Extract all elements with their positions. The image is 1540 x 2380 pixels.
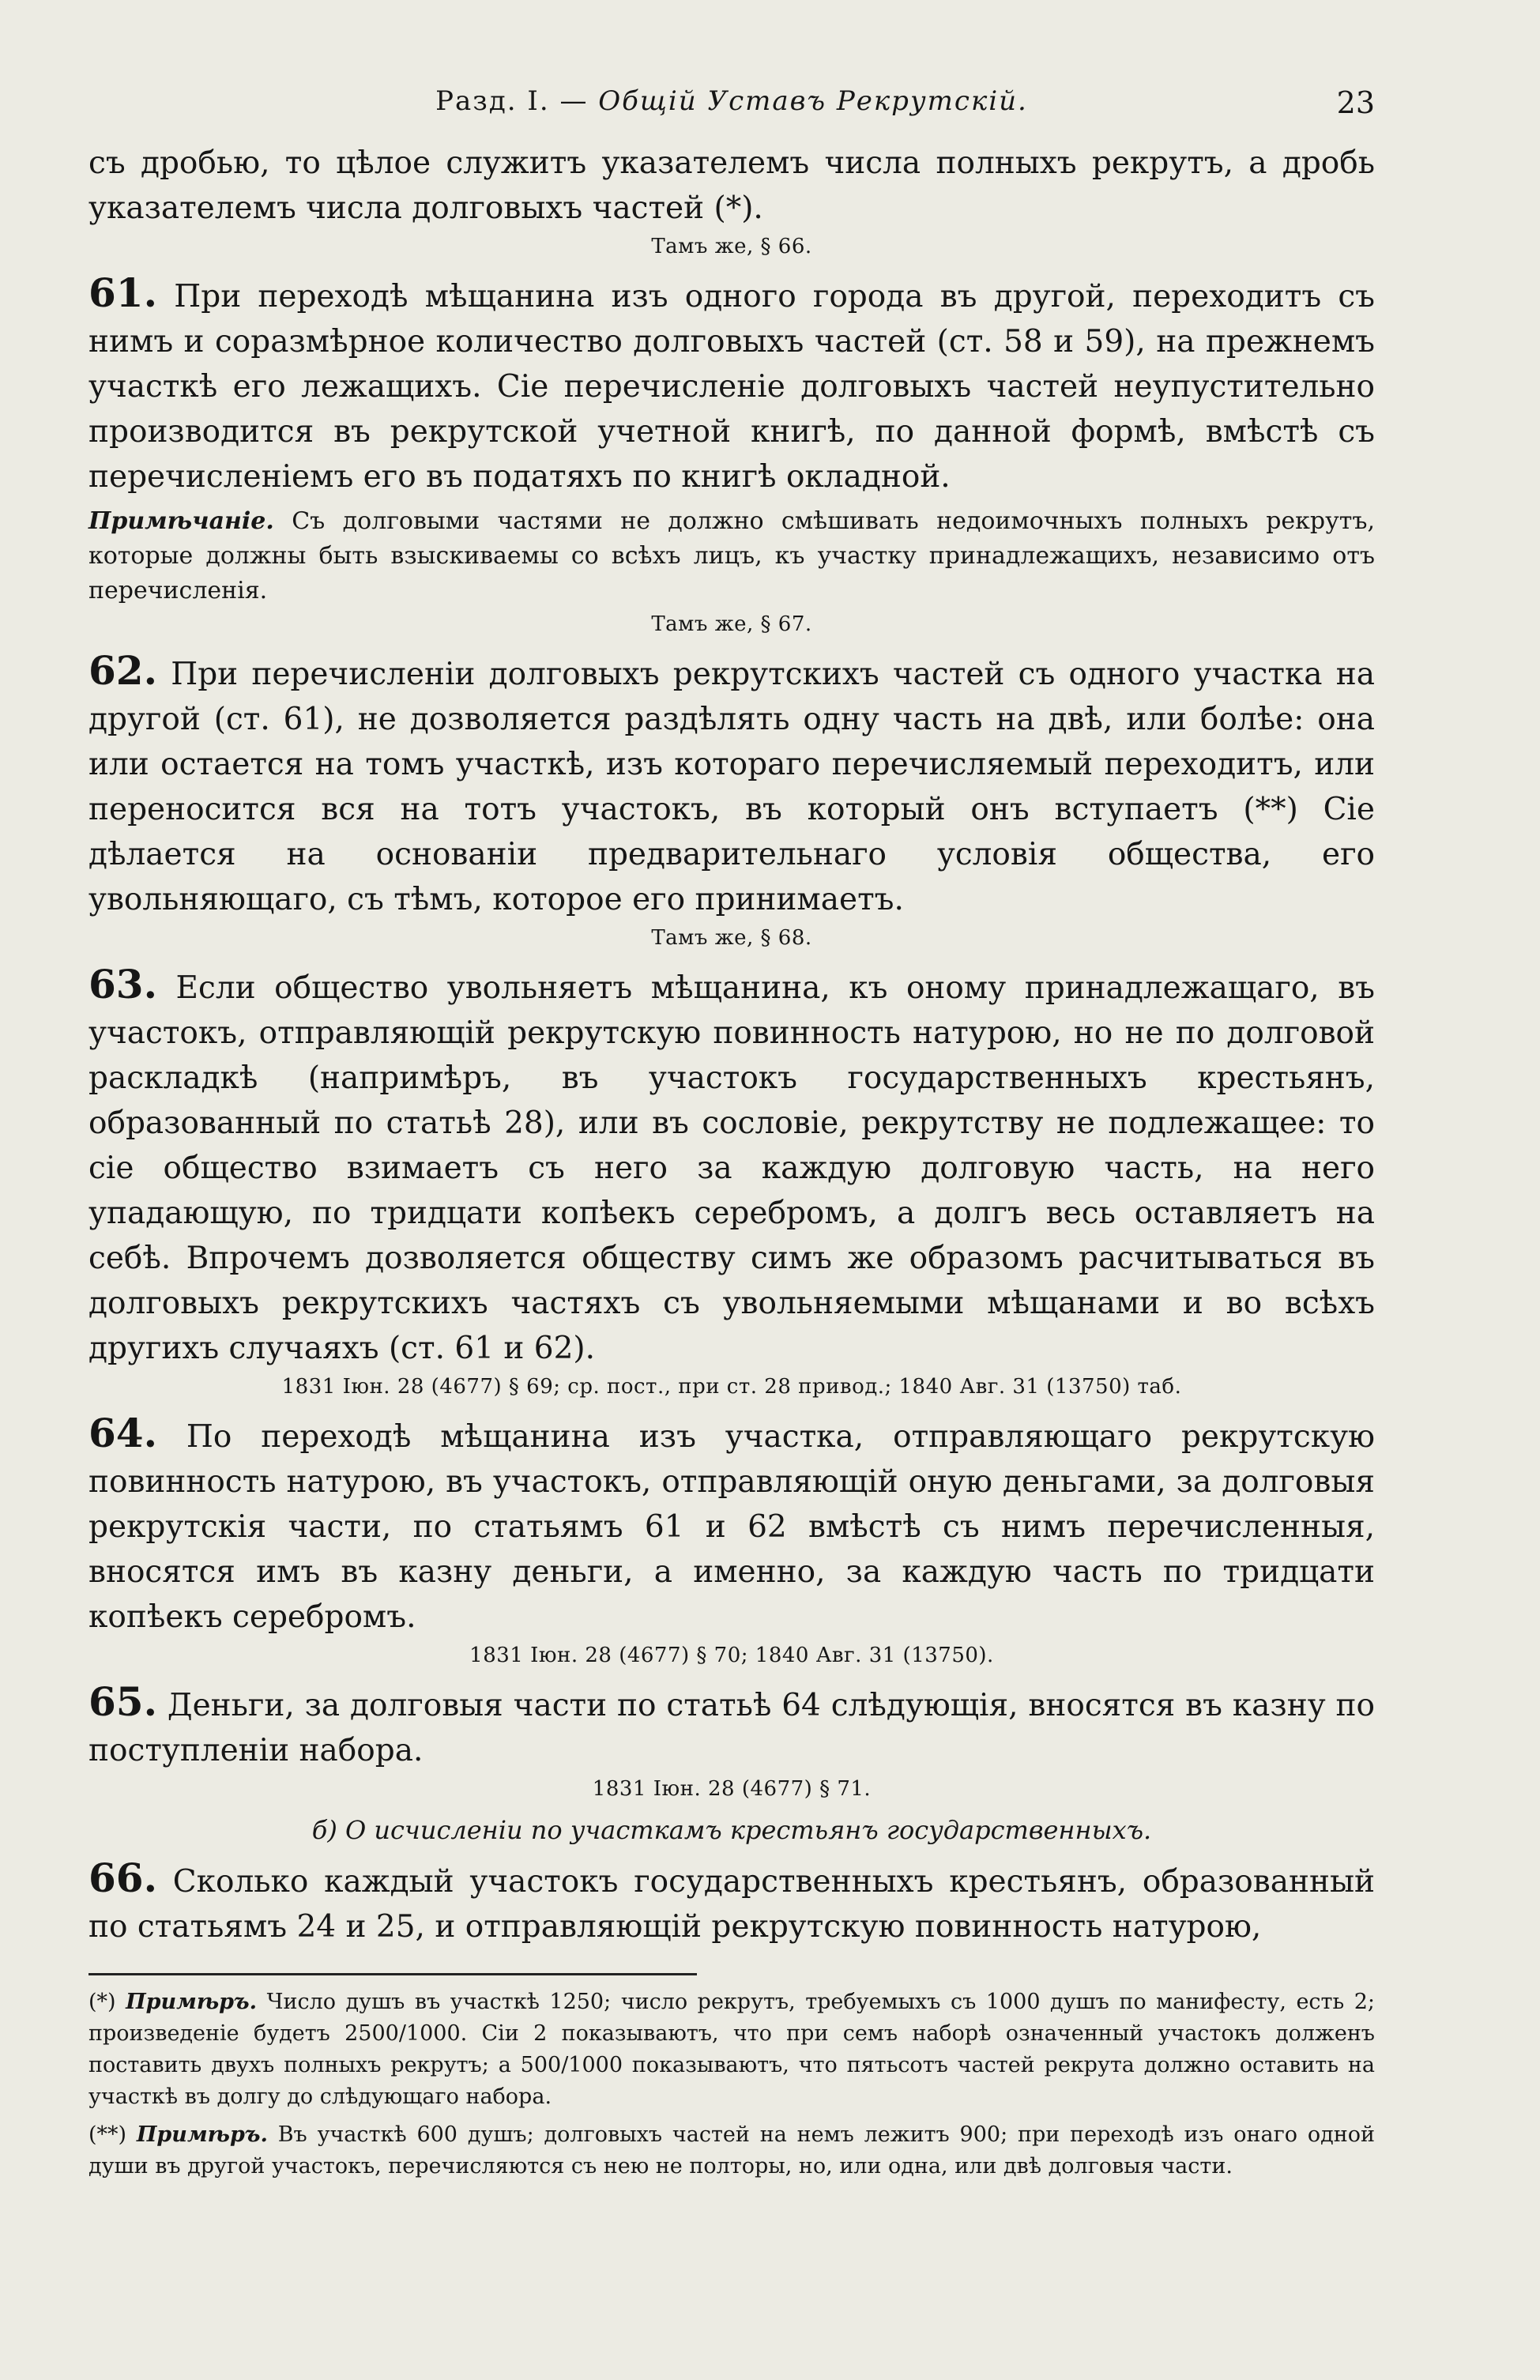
article-65-source: 1831 Іюн. 28 (4677) § 71.	[592, 1777, 872, 1801]
page-number: 23	[1336, 85, 1375, 120]
footnote-1-mark: (*)	[88, 1990, 116, 2014]
header-dash: —	[559, 85, 589, 117]
intro-source: Тамъ же, § 66.	[651, 235, 812, 258]
running-header	[88, 85, 1375, 141]
footnote-2-text: Въ участкѣ 600 душъ; долговыхъ частей на немъ лежитъ 900; при переходѣ изъ онаго одной души въ другой участокъ, перечисляются съ нею не полторы, но, или одна, или двѣ долговыя части.	[88, 2122, 1375, 2179]
header-title	[88, 85, 1375, 117]
article-65-text: Деньги, за долговыя части по статьѣ 64 слѣдующія, вносятся въ казну по поступленіи набора.	[88, 1688, 1375, 1768]
header-section: Разд. I.	[435, 85, 550, 117]
article-64-source: 1831 Іюн. 28 (4677) § 70; 1840 Авг. 31 (13750).	[469, 1644, 994, 1667]
article-62-source: Тамъ же, § 68.	[651, 926, 812, 950]
footnote-1-label: Примѣръ.	[126, 1990, 258, 2014]
article-63	[88, 962, 1375, 1371]
article-61-note	[88, 504, 1375, 608]
article-62-number: 62.	[88, 647, 157, 694]
article-65-number: 65.	[88, 1678, 157, 1725]
article-62	[88, 648, 1375, 922]
article-64-number: 64.	[88, 1410, 157, 1456]
intro-paragraph: съ дробью, то цѣлое служитъ указателемъ числа полныхъ рекрутъ, а дробь указателемъ числа долговыхъ частей (*).	[88, 145, 1375, 226]
header-book-title: Общій Уставъ Рекрутскій.	[598, 85, 1028, 117]
article-61-number: 61.	[88, 269, 157, 316]
article-65	[88, 1679, 1375, 1773]
article-64	[88, 1410, 1375, 1640]
page-content	[88, 85, 1375, 2182]
article-66	[88, 1855, 1375, 1949]
footnote-2-label: Примѣръ.	[136, 2122, 268, 2147]
article-63-text: Если общество увольняетъ мѣщанина, къ оному принадлежащаго, въ участокъ, отправляющій рекрутскую повинность натурою, но не по долговой раскладкѣ (напримѣръ, въ участокъ государственныхъ крестьянъ, образованный по статьѣ 28), или въ сословіе, рекрутству не подлежащее: то сіе общество взимаетъ съ него за каждую долговую часть, на него упадающую, по тридцати копѣекъ серебромъ, а долгъ весь оставляетъ на себѣ. Впрочемъ дозволяется обществу симъ же образомъ расчитываться въ долговыхъ рекрутскихъ частяхъ съ увольняемыми мѣщанами и во всѣхъ другихъ случаяхъ (ст. 61 и 62).	[88, 970, 1375, 1366]
footnote-1	[88, 1986, 1375, 2113]
article-64-text: По переходѣ мѣщанина изъ участка, отправляющаго рекрутскую повинность натурою, въ участокъ, отправляющій оную деньгами, за долговыя рекрутскія части, по статьямъ 61 и 62 вмѣстѣ съ нимъ перечисленныя, вносятся имъ въ казну деньги, а именно, за каждую часть по тридцати копѣекъ серебромъ.	[88, 1419, 1375, 1635]
footnote-divider	[88, 1973, 697, 1975]
note-label: Примѣчаніе.	[88, 507, 274, 535]
article-62-text: При перечисленіи долговыхъ рекрутскихъ частей съ одного участка на другой (ст. 61), не дозволяется раздѣлять одну часть на двѣ, или болѣе: она или остается на томъ участкѣ, изъ котораго перечисляемый переходитъ, или переносится вся на тотъ участокъ, въ который онъ вступаетъ (**) Сіе дѣлается на основаніи предварительнаго условія общества, его увольняющаго, съ тѣмъ, которое его принимаетъ.	[88, 657, 1375, 917]
article-61-text: При переходѣ мѣщанина изъ одного города въ другой, переходитъ съ нимъ и соразмѣрное количество долговыхъ частей (ст. 58 и 59), на прежнемъ участкѣ его лежащихъ. Сіе перечисленіе долговыхъ частей неупустительно производится въ рекрутской учетной книгѣ, по данной формѣ, вмѣстѣ съ перечисленіемъ его въ податяхъ по книгѣ окладной.	[88, 279, 1375, 495]
note-text: Съ долговыми частями не должно смѣшивать недоимочныхъ полныхъ рекрутъ, которые должны быть взыскиваемы со всѣхъ лицъ, къ участку принадлежащихъ, независимо отъ перечисленія.	[88, 507, 1375, 604]
footnote-1-text: Число душъ въ участкѣ 1250; число рекрутъ, требуемыхъ съ 1000 душъ по манифесту, есть 2; произведеніе будетъ 2500/1000. Сіи 2 показываютъ, что при семъ наборѣ означенный участокъ долженъ поставить двухъ полныхъ рекрутъ; а 500/1000 показываютъ, что пятьсотъ частей рекрута должно оставить на участкѣ въ долгу до слѣдующаго набора.	[88, 1990, 1375, 2109]
article-61-source: Тамъ же, § 67.	[651, 612, 812, 636]
footnote-2	[88, 2119, 1375, 2182]
article-66-number: 66.	[88, 1855, 157, 1901]
article-61	[88, 270, 1375, 499]
footnote-2-mark: (**)	[88, 2122, 127, 2147]
article-63-source: 1831 Іюн. 28 (4677) § 69; ср. пост., при ст. 28 привод.; 1840 Авг. 31 (13750) таб.	[281, 1375, 1182, 1399]
article-63-number: 63.	[88, 961, 157, 1007]
subsection-heading: б) О исчисленіи по участкамъ крестьянъ государственныхъ.	[311, 1815, 1152, 1845]
article-66-text: Сколько каждый участокъ государственныхъ крестьянъ, образованный по статьямъ 24 и 25, и отправляющій рекрутскую повинность натурою,	[88, 1864, 1375, 1945]
